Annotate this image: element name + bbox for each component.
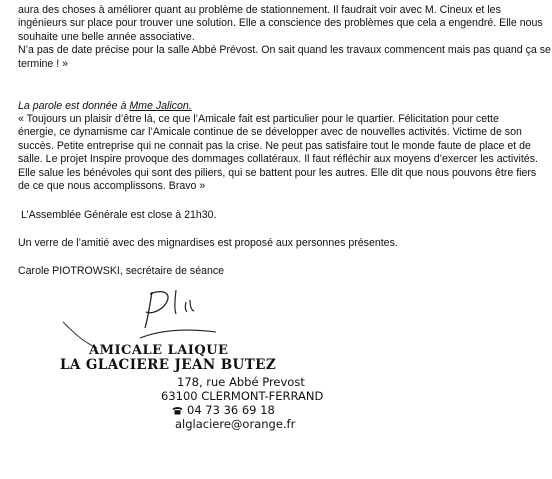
stamp-phone-line xyxy=(172,404,275,417)
signer-line: Carole PIOTROWSKI, secrétaire de séance xyxy=(18,265,225,277)
quote-line: « Toujours un plaisir d’être là, ce que l’Amicale fait est particulier pour le quartier. Félicitation pour cette xyxy=(18,113,499,125)
quote-line: énergie, ce dynamisme car l’Amicale continue de se développer avec de nouvelles activités. Victime de son xyxy=(18,126,522,139)
stamp-phone-number: 04 73 36 69 18 xyxy=(187,403,275,417)
intro-line: souhaite une belle année associative. xyxy=(18,30,195,43)
stamp-city: 63100 CLERMONT-FERRAND xyxy=(161,389,324,403)
closing-statement: L’Assemblée Générale est close à 21h30. xyxy=(21,209,217,221)
quote-line: de ce que nous accomplissons. Bravo » xyxy=(18,180,206,193)
speaker-prefix: La parole est donnée à xyxy=(18,100,130,112)
intro-line: termine ! » xyxy=(18,57,69,70)
telephone-icon xyxy=(172,406,183,415)
intro-line: aura des choses à améliorer quant au problème de stationnement. Il faudrait voir avec M. Cineux et les xyxy=(18,4,501,16)
quote-line: succès. Petite entreprise qui ne connait pas la crise. Ne peut pas satisfaire tout le monde faute de place et de xyxy=(18,139,531,152)
stamp-association-subname: LA GLACIERE JEAN BUTEZ xyxy=(60,357,277,373)
stamp-email: alglaciere@orange.fr xyxy=(175,417,296,431)
quote-paragraph xyxy=(18,113,538,193)
intro-line: N’a pas de date précise pour la salle Abbé Prévost. On sait quand les travaux commencent mais pas quand ça se xyxy=(18,44,551,57)
quote-line: Elle salue les bénévoles qui sont des piliers, qui se battent pour les autres. Elle dit que nous pouvons être fiers xyxy=(18,166,537,179)
drink-statement: Un verre de l’amitié avec des mignardises est proposé aux personnes présentes. xyxy=(18,237,398,249)
intro-paragraph xyxy=(18,4,551,71)
stamp-association-name: AMICALE LAIQUE xyxy=(89,343,229,358)
quote-line: salle. Le projet Inspire provoque des dommages collatéraux. Il faut réfléchir aux moyens d’exercer les activités. xyxy=(18,153,538,166)
stamp-address: 178, rue Abbé Prevost xyxy=(177,375,305,389)
speaker-name: Mme Jalicon. xyxy=(129,100,192,112)
association-stamp xyxy=(55,338,324,458)
speaker-heading xyxy=(18,100,538,113)
intro-line: ingénieurs sur place pour trouver une solution. Elle a conscience des problèmes que cela a engendré. Elle nous xyxy=(18,17,543,30)
